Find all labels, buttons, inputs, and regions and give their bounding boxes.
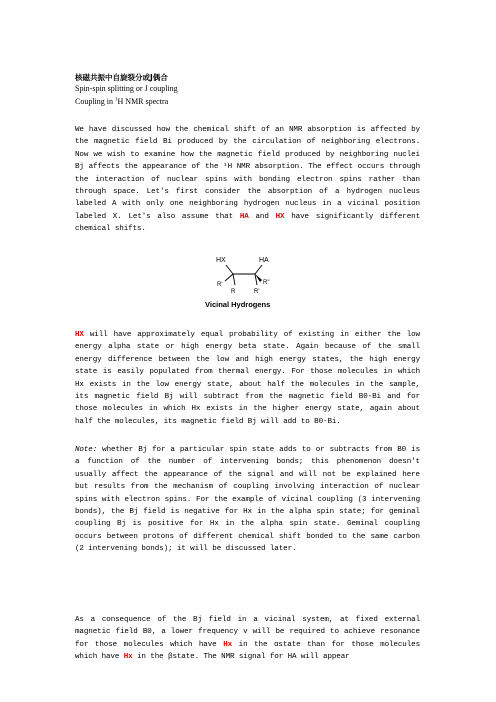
- paragraph-spin-states-text: will have approximately equal probability of existing in either the low energy alpha state or high energy beta state. Again because of the small energy difference between the low and high energy states, the high energy state is easily populated from thermal energy. For those molecules in which Hx exists in the low energy state, about half the molecules in the sample, its magnetic field Bj will subtract from the magnetic field B0-Bi and for those molecules in which Hx exists in the higher energy state, again about half the molecules, its magnetic field Bj will add to B0-Bi.: [75, 331, 420, 426]
- bond-c1-hx: [226, 265, 233, 274]
- highlight-hx-alpha: Hx: [223, 640, 233, 649]
- highlight-hx: HX: [275, 212, 285, 221]
- figure-caption: Vicinal Hydrogens: [205, 300, 271, 309]
- paragraph-intro-end: have significantly different chemical shifts.: [75, 212, 420, 234]
- chinese-title: 核磁共振中自旋裂分或J偶合: [75, 73, 168, 82]
- paragraph-consequence: [75, 614, 420, 664]
- subtitle-prefix: Coupling in: [75, 97, 116, 106]
- subtitle-superscript: 1: [115, 97, 118, 103]
- paragraph-consequence-text-2: in the αstate than for those molecules which have: [75, 640, 421, 662]
- paragraph-consequence-text-1: As a consequence of the Bj field in a vicinal system, at fixed external magnetic field B0, a lower frequency v will be required to achieve resonance for those molecules which have: [75, 616, 420, 649]
- subtitle: [75, 97, 168, 106]
- highlight-ha: HA: [239, 212, 249, 221]
- bond-c2-ha: [255, 265, 262, 274]
- diagram-label-r1: R': [217, 282, 223, 288]
- note-label: Note:: [75, 446, 98, 454]
- bond-c1-r1: [225, 274, 233, 281]
- subtitle-suffix: H NMR spectra: [117, 97, 169, 106]
- highlight-hx-lead: HX: [75, 331, 84, 339]
- paragraph-spin-states: [75, 329, 420, 428]
- paragraph-note: [75, 444, 420, 556]
- diagram-label-r3: R': [254, 289, 260, 295]
- paragraph-intro-mid: and: [248, 212, 276, 221]
- diagram-label-ha: HA: [259, 257, 269, 264]
- diagram-label-r4: R": [263, 280, 270, 286]
- paragraph-consequence-text-3: in the βstate. The NMR signal for HA will appear: [132, 653, 350, 662]
- paragraph-intro: [75, 124, 420, 236]
- diagram-label-r2: R: [231, 289, 236, 295]
- english-title: Spin-spin splitting or J coupling: [75, 84, 178, 93]
- paragraph-intro-text: We have discussed how the chemical shift of an NMR absorption is affected by the magnetic field Bi produced by the circulation of neighboring electrons. Now we wish to examine how the magnetic field produced by neighboring nuclei Bj affects the appearance of the ¹H NMR absorption. The effect occurs through the interaction of nuclear spins with bonding electron spins rather than through space. Let's first consider the absorption of a hydrogen nucleus labeled A with only one neighboring hydrogen nucleus in a vicinal position labeled X. Let's also assume that: [75, 126, 420, 221]
- highlight-hx-beta: Hx: [123, 653, 133, 662]
- bond-c1-r2: [233, 274, 235, 285]
- paragraph-note-text: whether Bj for a particular spin state adds to or subtracts from B0 is a function of the number of intervening bonds; this phenomenon doesn't usually affect the appearance of the signal and will not be explained here but results from the mechanism of coupling involving interaction of nuclear spins with electron spins. For the example of vicinal coupling (3 intervening bonds), the Bj field is negative for Hx in the alpha spin state; for geminal coupling Bj is positive for Hx in the alpha spin state. Geminal coupling occurs between protons of different chemical shift bonded to the same carbon (2 intervening bonds); it will be discussed later.: [75, 446, 420, 554]
- diagram-label-hx: HX: [216, 257, 226, 264]
